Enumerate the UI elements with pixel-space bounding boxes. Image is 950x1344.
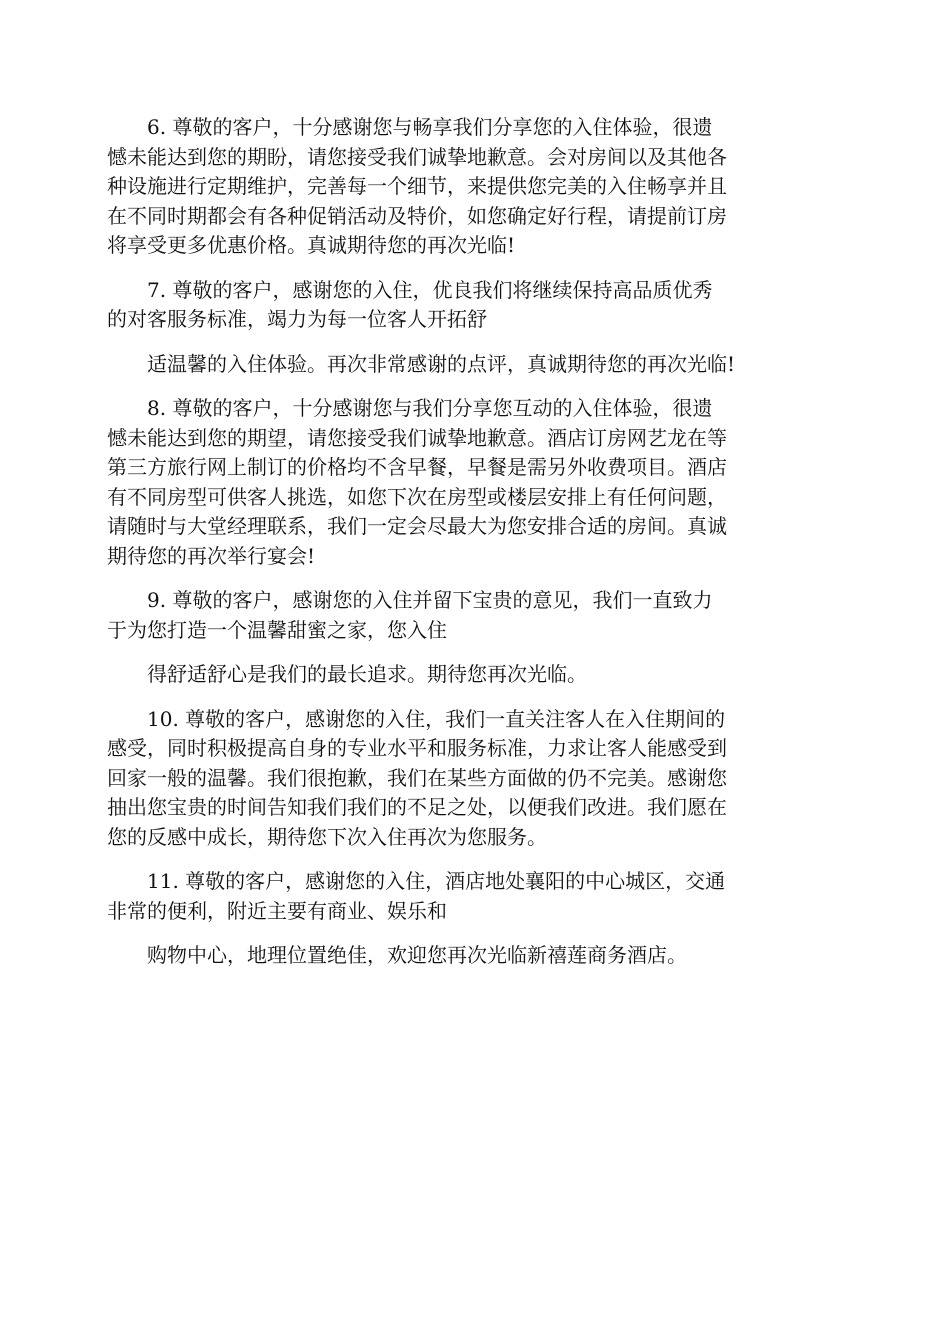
paragraph-6: 6. 尊敬的客户，十分感谢您与畅享我们分享您的入住体验，很遗 憾未能达到您的期盼，请您接受我们诚挚地歉意。会对房间以及其他各 种设施进行定期维护，完善每一个细节，来提供您完美的入住畅享并且 在不同时期都会有各种促销活动及特价，如您确定好行程，请提前订房 将享受更多优惠价格。真诚期待您的再次光临! — [107, 115, 727, 257]
paragraph-11: 11. 尊敬的客户，感谢您的入住，酒店地处襄阳的中心城区，交通 非常的便利，附近主要有商业、娱乐和 — [107, 869, 726, 923]
paragraph-7: 7. 尊敬的客户，感谢您的入住，优良我们将继续保持高品质优秀 的对客服务标准，竭力为每一位客人开拓舒 — [107, 277, 713, 331]
paragraph-8: 8. 尊敬的客户，十分感谢您与我们分享您互动的入住体验，很遗 憾未能达到您的期望，请您接受我们诚挚地歉意。酒店订房网艺龙在等 第三方旅行网上制订的价格均不含早餐，早餐是需另外收费项目。酒店 有不同房型可供客人挑选，如您下次在房型或楼层安排上有任何问题， 请随时与大堂经理联系，我们一定会尽最大为您安排合适的房间。真诚 期待您的再次举行宴会! — [107, 396, 727, 568]
paragraph-9-continued: 得舒适舒心是我们的最长追求。期待您再次光临。 — [147, 662, 587, 686]
paragraph-9: 9. 尊敬的客户，感谢您的入住并留下宝贵的意见，我们一直致力 于为您打造一个温馨甜蜜之家，您入住 — [107, 588, 713, 642]
document-body — [107, 113, 847, 986]
paragraph-10: 10. 尊敬的客户，感谢您的入住，我们一直关注客人在入住期间的 感受，同时积极提高自身的专业水平和服务标准，力求让客人能感受到 回家一般的温馨。我们很抱歉，我们在某些方面做的仍不完美。感谢您 抽出您宝贵的时间告知我们我们的不足之处，以便我们改进。我们愿在 您的反感中成长，期待您下次入住再次为您服务。 — [107, 706, 727, 849]
paragraph-11-continued: 购物中心，地理位置绝佳，欢迎您再次光临新禧莲商务酒店。 — [147, 943, 687, 967]
paragraph-7-continued: 适温馨的入住体验。再次非常感谢的点评，真诚期待您的再次光临! — [147, 351, 736, 376]
